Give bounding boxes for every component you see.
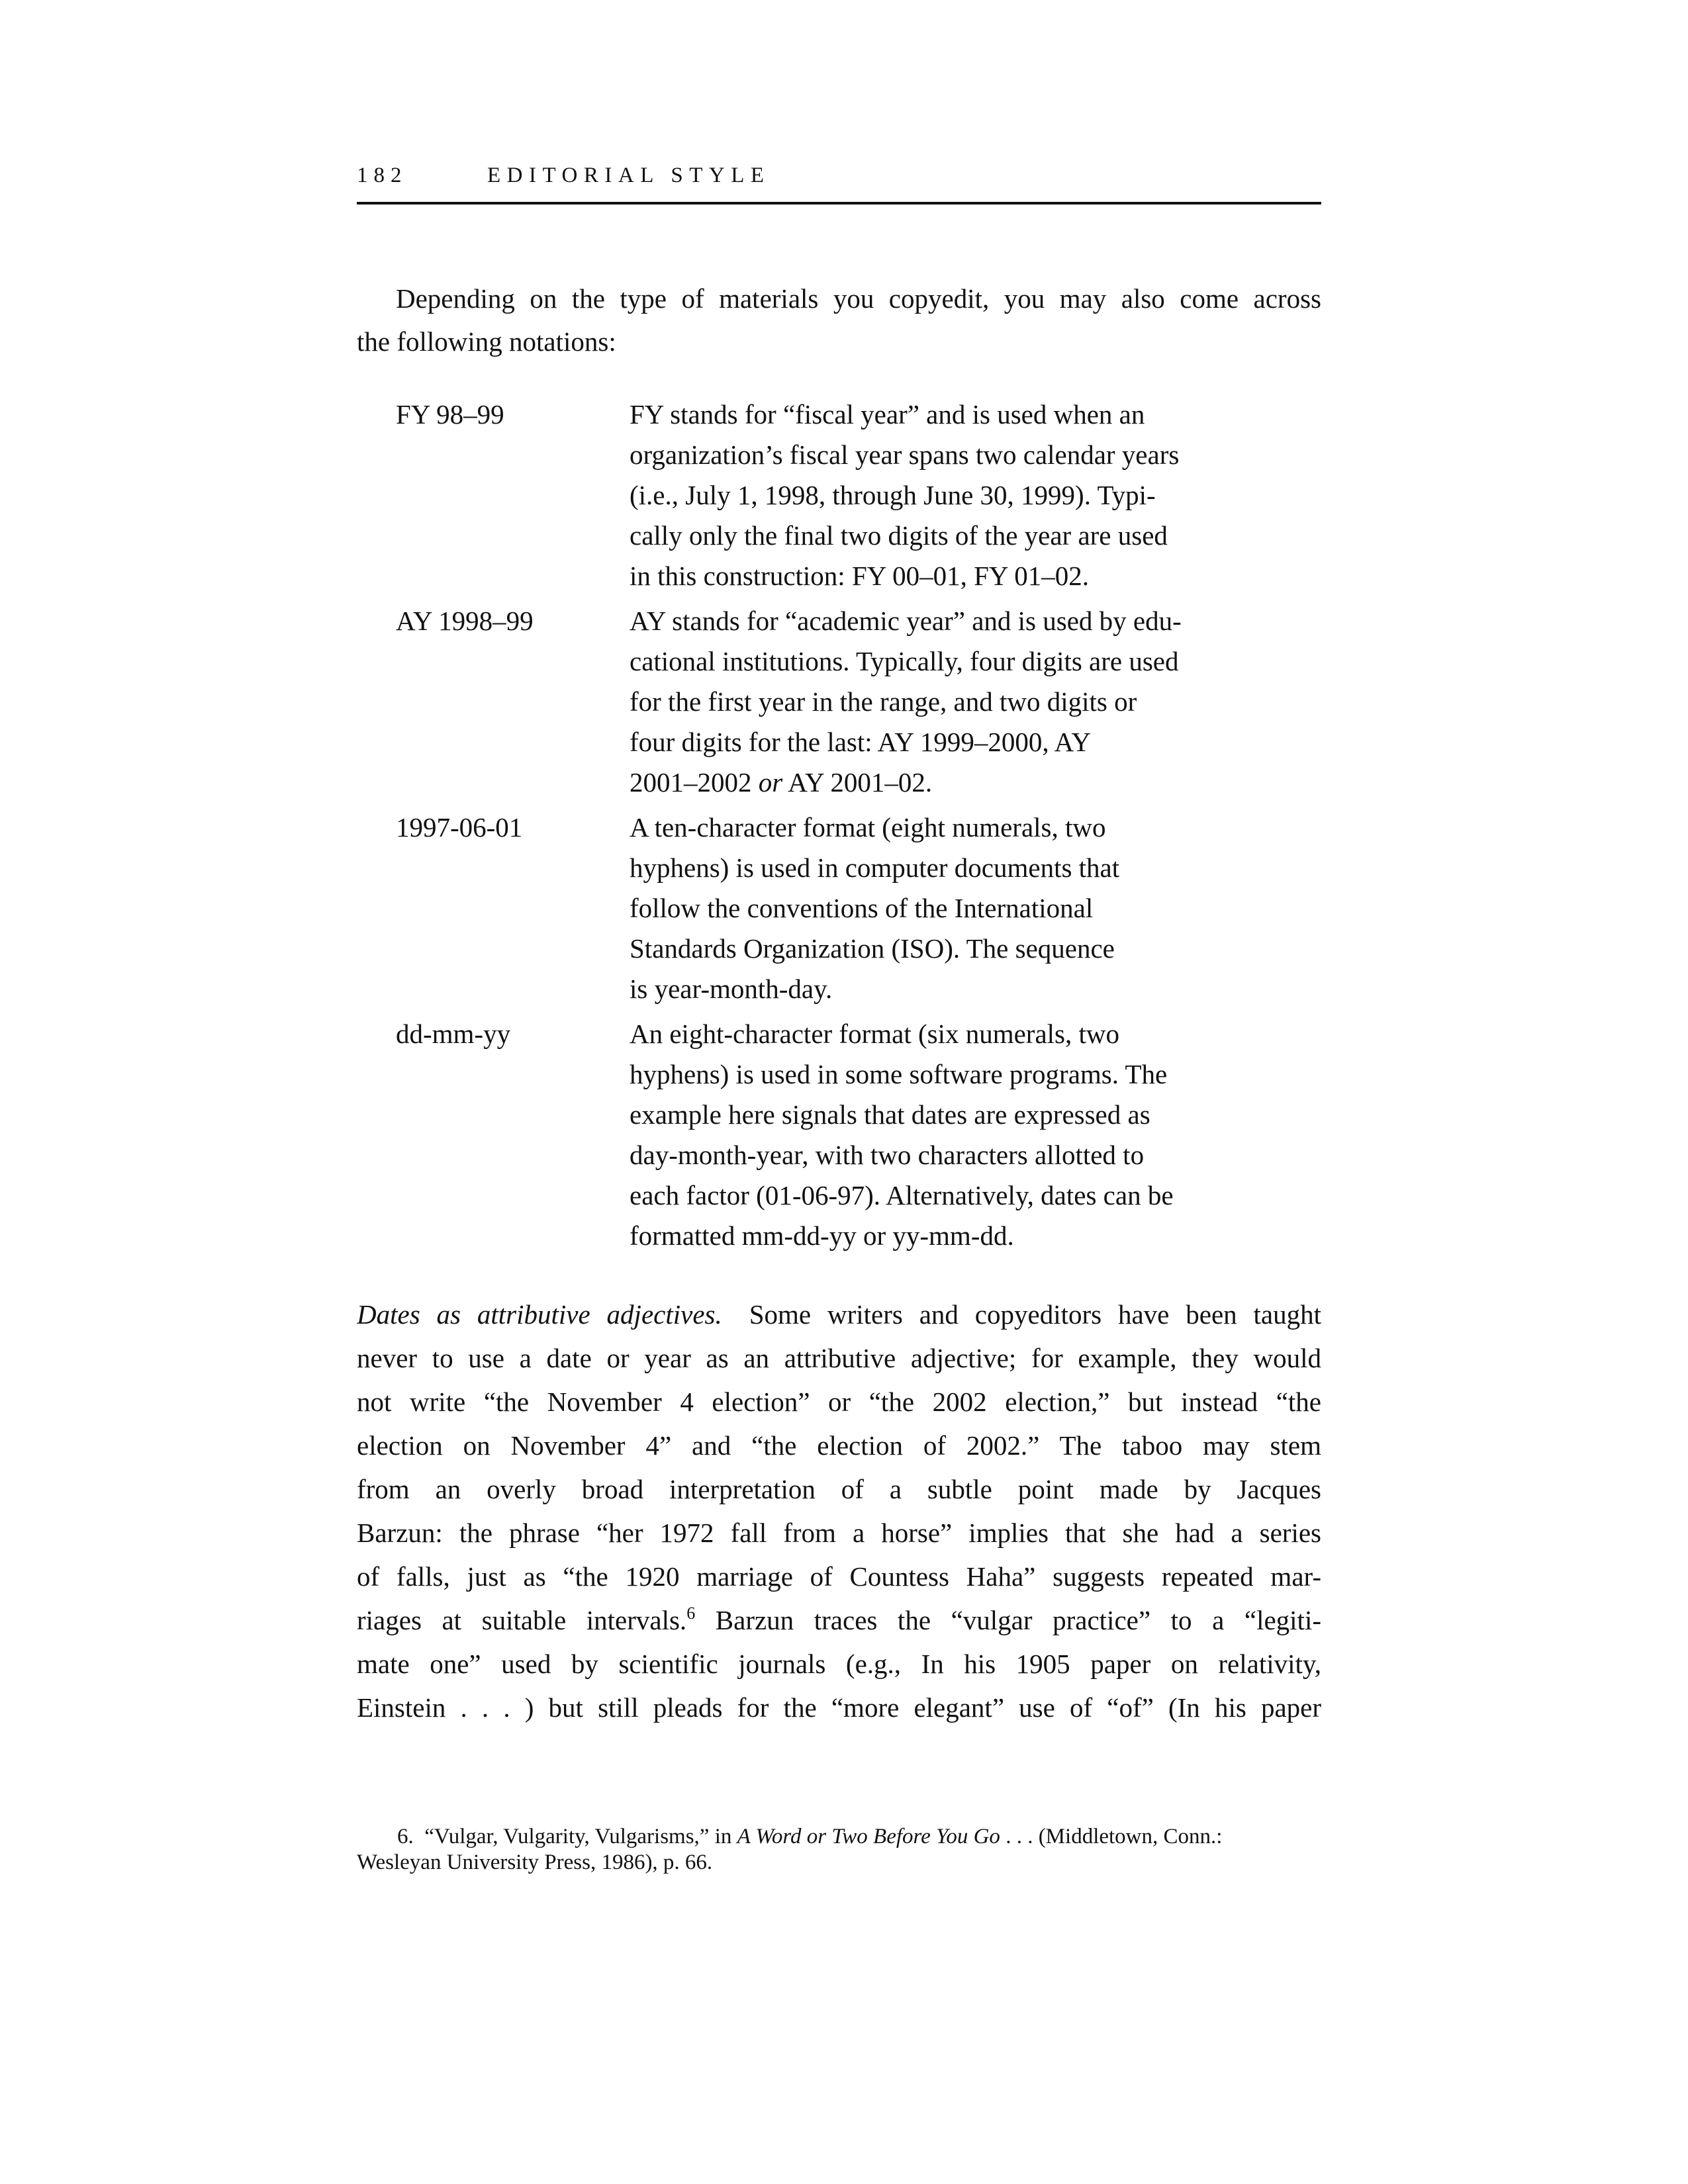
definition-text: 2001–2002 — [630, 767, 759, 797]
text-line: from an overly broad interpretation of a subtle point made by Jacques — [357, 1474, 1321, 1504]
definition-line: An eight-character format (six numerals, two — [630, 1019, 1120, 1049]
notation-term: 1997-06-01 — [396, 812, 523, 842]
line-text: Some writers and copyeditors have been taught — [749, 1299, 1321, 1330]
text-line: never to use a date or year as an attributive adjective; for example, they would — [357, 1343, 1321, 1373]
definition-line: Standards Organization (ISO). The sequence — [630, 933, 1115, 964]
definition-line: (i.e., July 1, 1998, through June 30, 1999). Typi- — [630, 480, 1156, 510]
footnote-book-title: A Word or Two Before You Go — [737, 1825, 1000, 1848]
notation-term: AY 1998–99 — [396, 606, 534, 636]
run-in-heading: Dates as attributive adjectives. — [357, 1299, 722, 1330]
definition-line: example here signals that dates are expressed as — [630, 1099, 1150, 1130]
footnote-line — [397, 1823, 1321, 1850]
text-line — [357, 1297, 1321, 1332]
text-line: of falls, just as “the 1920 marriage of Countess Haha” suggests repeated mar- — [357, 1561, 1321, 1592]
definition-line: each factor (01-06-97). Alternatively, dates can be — [630, 1180, 1174, 1210]
text-line: election on November 4” and “the election of 2002.” The taboo may stem — [357, 1430, 1321, 1461]
footnote-text: . . . (Middletown, Conn.: — [1000, 1825, 1223, 1848]
definition-line: four digits for the last: AY 1999–2000, AY — [630, 727, 1092, 757]
definition-line — [630, 765, 932, 799]
definition-line: for the first year in the range, and two digits or — [630, 686, 1137, 717]
text-line: Barzun: the phrase “her 1972 fall from a horse” implies that she had a series — [357, 1518, 1321, 1548]
text-line: the following notations: — [357, 326, 616, 357]
text-line: mate one” used by scientific journals (e.g., In his 1905 paper on relativity, — [357, 1649, 1321, 1679]
running-head — [357, 161, 1321, 190]
definition-line: organization’s fiscal year spans two calendar years — [630, 439, 1180, 470]
text-line: Depending on the type of materials you copyedit, you may also come across — [396, 283, 1321, 314]
footnote-reference[interactable]: 6 — [686, 1604, 696, 1623]
footnote-number: 6. — [397, 1825, 414, 1848]
line-text: Barzun traces the “vulgar practice” to a “legiti- — [695, 1605, 1321, 1635]
definition-line: day-month-year, with two characters allotted to — [630, 1140, 1145, 1170]
definition-line: follow the conventions of the International — [630, 893, 1094, 923]
text-line — [357, 1603, 1321, 1637]
text-line: Einstein . . . ) but still pleads for the “more elegant” use of “of” (In his paper — [357, 1692, 1321, 1723]
italic-or: or — [758, 767, 783, 797]
definition-line: cally only the final two digits of the year are used — [630, 520, 1168, 551]
definition-line: AY stands for “academic year” and is used by edu- — [630, 606, 1182, 636]
line-text: riages at suitable intervals. — [357, 1605, 687, 1635]
definition-line: hyphens) is used in some software programs. The — [630, 1059, 1168, 1089]
definition-line: cational institutions. Typically, four digits are used — [630, 646, 1179, 676]
running-head-rule — [357, 202, 1321, 205]
definition-line: FY stands for “fiscal year” and is used when an — [630, 399, 1145, 430]
definition-line: is year-month-day. — [630, 974, 833, 1004]
footnote-quoted-title: “Vulgar, Vulgarity, Vulgarisms,” — [424, 1825, 710, 1848]
notation-term: FY 98–99 — [396, 399, 504, 430]
running-head-title: EDITORIAL STYLE — [487, 163, 771, 187]
footnote-text: in — [709, 1825, 737, 1848]
definition-line: in this construction: FY 00–01, FY 01–02. — [630, 561, 1089, 591]
notation-term: dd-mm-yy — [396, 1019, 511, 1049]
definition-text: AY 2001–02. — [782, 767, 933, 797]
footnote-line: Wesleyan University Press, 1986), p. 66. — [357, 1850, 713, 1874]
definition-line: hyphens) is used in computer documents that — [630, 852, 1120, 883]
definition-line: formatted mm-dd-yy or yy-mm-dd. — [630, 1220, 1014, 1251]
page-number: 182 — [357, 163, 408, 187]
definition-line: A ten-character format (eight numerals, two — [630, 812, 1106, 842]
text-line: not write “the November 4 election” or “the 2002 election,” but instead “the — [357, 1387, 1321, 1417]
